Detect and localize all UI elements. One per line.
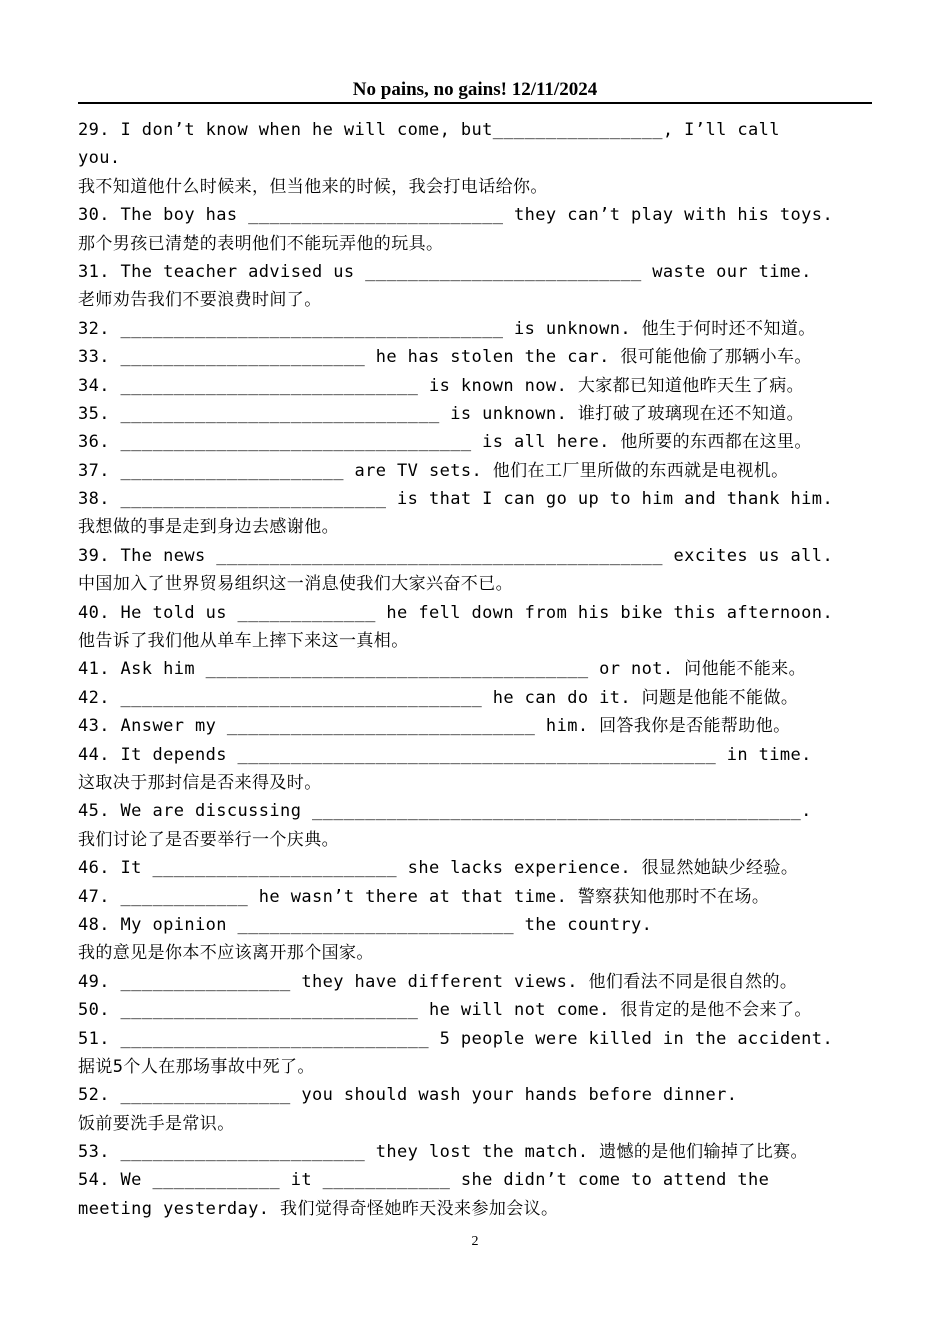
text-line: 36. _________________________________ is all here. 他所要的东西都在这里。: [78, 432, 812, 453]
text-line: 他告诉了我们他从单车上摔下来这一真相。: [78, 631, 409, 652]
header-rule: [78, 102, 872, 104]
text-line: 44. It depends _____________________________________________ in time.: [78, 744, 812, 765]
text-line: 54. We ____________ it ____________ she didn’t come to attend the: [78, 1170, 770, 1191]
text-line: 32. ____________________________________ is unknown. 他生于何时还不知道。: [78, 318, 816, 339]
text-line: 35. ______________________________ is unknown. 谁打破了玻璃现在还不知道。: [78, 403, 805, 424]
text-line: 40. He told us _____________ he fell down from his bike this afternoon.: [78, 602, 834, 623]
text-line: 45. We are discussing ______________________________________________.: [78, 801, 812, 822]
text-line: 41. Ask him ____________________________________ or not. 问他能不能来。: [78, 659, 806, 680]
text-line: 29. I don’t know when he will come, but________________, I’ll call: [78, 120, 780, 140]
text-line: 53. _______________________ they lost the match. 遗憾的是他们输掉了比赛。: [78, 1142, 808, 1163]
text-line: 39. The news __________________________________________ excites us all.: [78, 545, 834, 566]
exercise-body: [78, 116, 878, 1223]
page-header-title: No pains, no gains! 12/11/2024: [352, 79, 598, 100]
text-line: 51. _____________________________ 5 people were killed in the accident.: [78, 1028, 834, 1049]
text-line: 48. My opinion __________________________ the country.: [78, 914, 653, 935]
text-line: 这取决于那封信是否来得及时。: [78, 772, 322, 793]
text-line: 饭前要洗手是常识。: [78, 1113, 235, 1134]
page-number: 2: [471, 1234, 479, 1249]
text-line: 我们讨论了是否要举行一个庆典。: [78, 829, 339, 850]
text-line: 37. _____________________ are TV sets. 他们在工厂里所做的东西就是电视机。: [78, 460, 789, 481]
text-line: 30. The boy has ________________________ they can’t play with his toys.: [78, 205, 834, 226]
text-line: 49. ________________ they have different views. 他们看法不同是很自然的。: [78, 971, 798, 992]
text-line: 据说5个人在那场事故中死了。: [78, 1056, 315, 1077]
text-line: 31. The teacher advised us __________________________ waste our time.: [78, 261, 812, 282]
text-line: 34. ____________________________ is known now. 大家都已知道他昨天生了病。: [78, 375, 805, 396]
text-line: 中国加入了世界贸易组织这一消息使我们大家兴奋不已。: [78, 574, 513, 595]
text-line: 47. ____________ he wasn’t there at that time. 警察获知他那时不在场。: [78, 886, 770, 907]
text-line: 33. _______________________ he has stolen the car. 很可能他偷了那辆小车。: [78, 347, 812, 368]
text-line: 我不知道他什么时候来，但当他来的时候，我会打电话给你。: [78, 176, 548, 197]
text-line: 42. __________________________________ he can do it. 问题是他能不能做。: [78, 687, 799, 708]
text-line: 46. It _______________________ she lacks experience. 很显然她缺少经验。: [78, 858, 799, 879]
text-line: 那个男孩已清楚的表明他们不能玩弄他的玩具。: [78, 233, 444, 254]
text-line: 我的意见是你本不应该离开那个国家。: [78, 943, 374, 964]
text-line: 38. _________________________ is that I can go up to him and thank him.: [78, 489, 834, 510]
text-line: 老师劝告我们不要浪费时间了。: [78, 290, 322, 311]
text-line: 43. Answer my _____________________________ him. 回答我你是否能帮助他。: [78, 716, 791, 737]
text-line: meeting yesterday. 我们觉得奇怪她昨天没来参加会议。: [78, 1198, 559, 1219]
text-line: 50. ____________________________ he will not come. 很肯定的是他不会来了。: [78, 1000, 812, 1021]
text-line: you.: [78, 148, 121, 169]
text-line: 我想做的事是走到身边去感谢他。: [78, 517, 339, 538]
text-line: 52. ________________ you should wash your hands before dinner.: [78, 1085, 738, 1106]
